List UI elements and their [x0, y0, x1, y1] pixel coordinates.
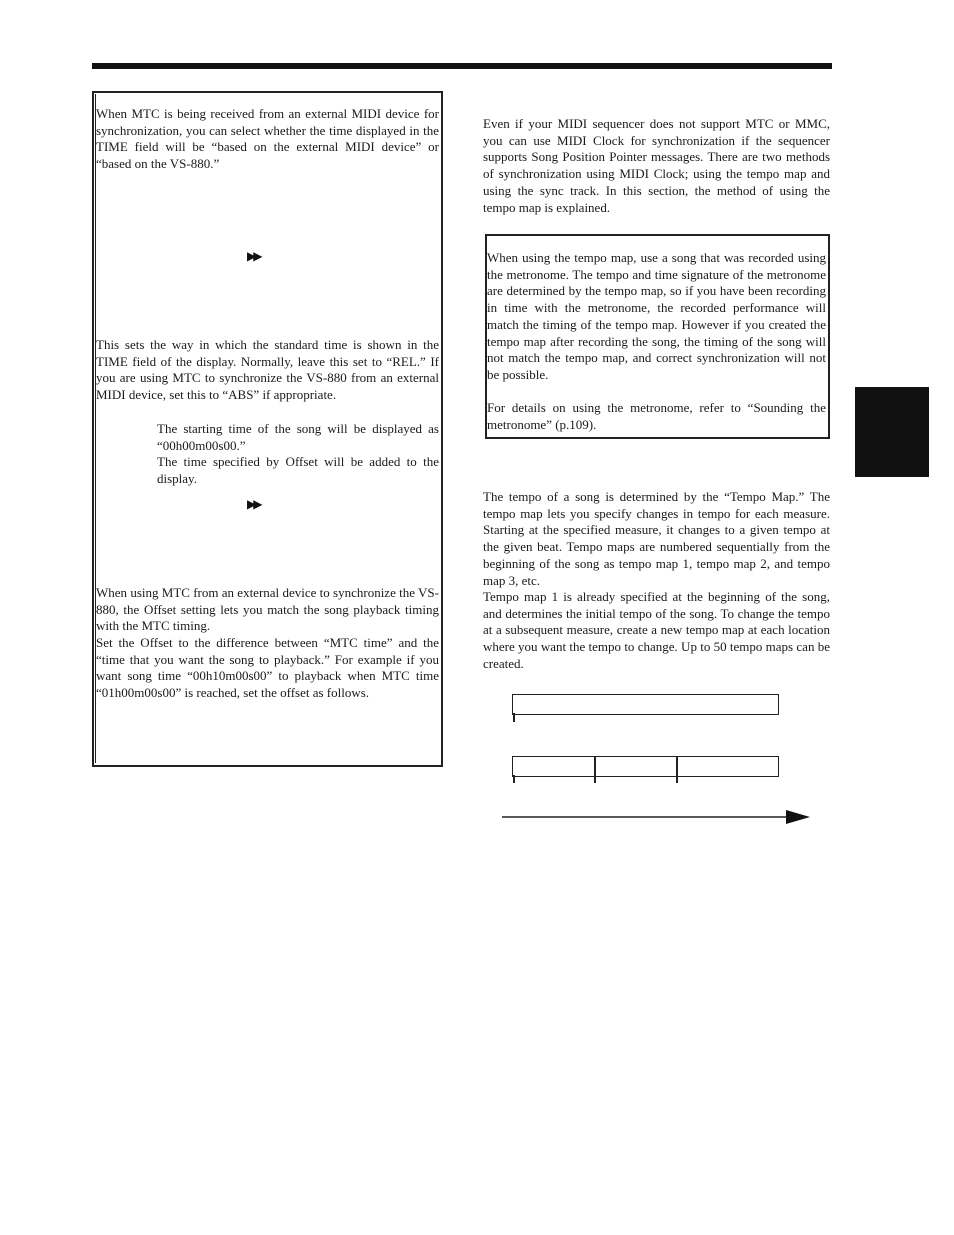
offset-description: When using MTC from an external device to synchronize the VS-880, the Offset setting lets you match the song playback timing with the MTC timing.	[96, 585, 439, 634]
tempo-map-divider-1	[594, 756, 596, 783]
midi-clock-intro: Even if your MIDI sequencer does not support MTC or MMC, you can use MIDI Clock for synchronization if the sequencer supports Song Position Pointer messages. There are two methods of synchronization using MIDI Clock; using the tempo map and using the sync track. In this section, the method of using the tempo map is explained.	[483, 116, 830, 215]
mtc-intro-text: When MTC is being received from an external MIDI device for synchronization, you can select whether the time displayed in the TIME field will be “based on the external MIDI device” or “based on the VS-880.”	[96, 106, 439, 172]
tempo-map-start-tick	[513, 775, 515, 783]
song-bar	[512, 694, 779, 715]
tempo-map-bar	[512, 756, 779, 777]
offset-example: Set the Offset to the difference between “MTC time” and the “time that you want the song to playback.” For example if you want song time “00h10m00s00” to playback when MTC time “01h00m00s00” is reached, set the offset as follows.	[96, 635, 439, 701]
chapter-tab	[855, 387, 929, 477]
fast-forward-icon: ▶▶	[247, 249, 260, 263]
fast-forward-icon: ▶▶	[247, 497, 260, 511]
tempo-map-divider-2	[676, 756, 678, 783]
note-metronome-text: When using the tempo map, use a song that was recorded using the metronome. The tempo and time signature of the metronome are determined by the tempo map, so if you have been recording in time with the metronome, the recorded performance will match the timing of the tempo map. However if you created the tempo map after recording the song, the timing of the song will not match the tempo map, and correct synchronization will not be possible.	[487, 250, 826, 382]
header-rule	[92, 63, 832, 69]
song-bar-tick	[513, 713, 515, 722]
option-rel-description: The starting time of the song will be displayed as “00h00m00s00.”	[157, 421, 439, 453]
note-reference-text: For details on using the metronome, refer to “Sounding the metronome” (p.109).	[487, 400, 826, 432]
tempo-map-detail: Tempo map 1 is already specified at the beginning of the song, and determines the initial tempo of the song. To change the tempo at a subsequent measure, create a new tempo map at each location where you want the tempo to change. Up to 50 tempo maps can be created.	[483, 589, 830, 671]
time-arrow-icon	[500, 806, 812, 828]
tempo-map-description: The tempo of a song is determined by the “Tempo Map.” The tempo map lets you specify changes in tempo for each measure. Starting at the specified measure, it changes to a given tempo at the given beat. Tempo maps are numbered sequentially from the beginning of the song as tempo map 1, tempo map 2, and tempo map 3, etc.	[483, 489, 830, 588]
option-abs-description: The time specified by Offset will be added to the display.	[157, 454, 439, 486]
time-mode-description: This sets the way in which the standard time is shown in the TIME field of the display. Normally, leave this set to “REL.” If you are using MTC to synchronize the VS-880 from an external MIDI device, set this to “ABS” if appropriate.	[96, 337, 439, 403]
